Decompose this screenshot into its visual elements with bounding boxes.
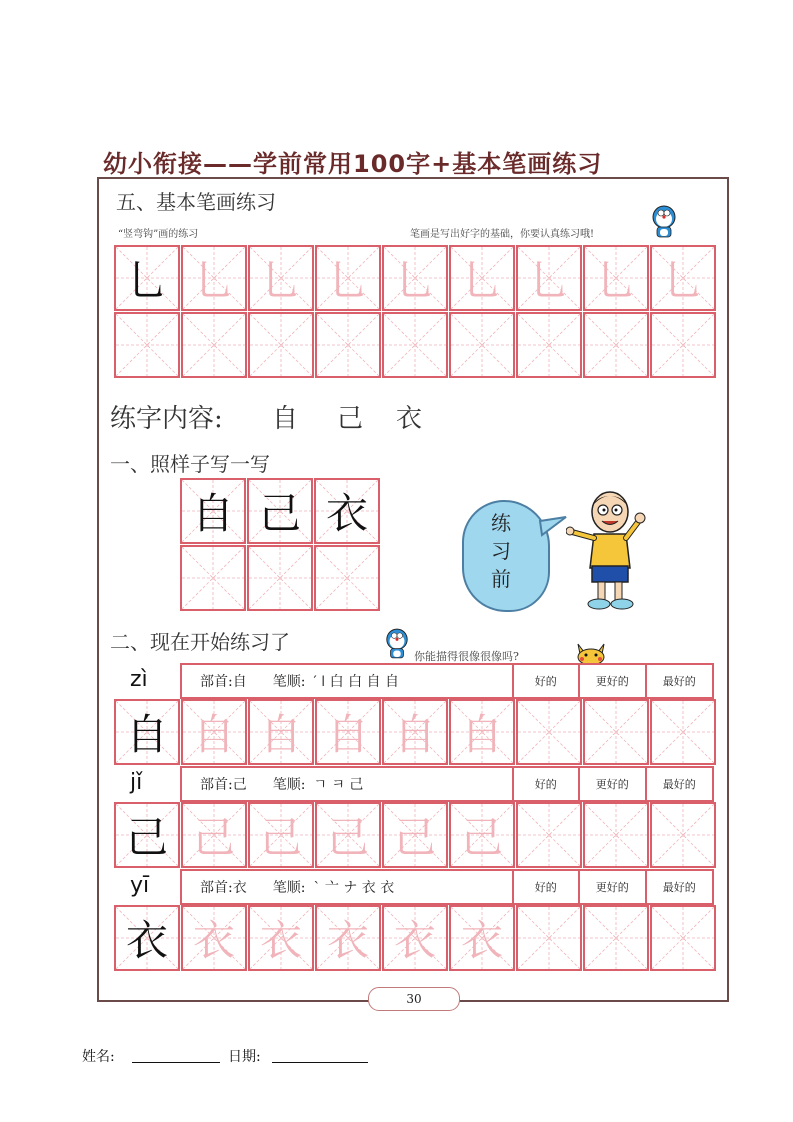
tian-grid-cell[interactable]: [382, 699, 448, 765]
tian-grid-cell[interactable]: [248, 699, 314, 765]
char-info-bar: [180, 663, 714, 699]
trace-char: 衣: [259, 916, 302, 965]
tian-grid-cell[interactable]: [382, 312, 448, 378]
doraemon-icon-2: [384, 628, 410, 660]
tian-grid-cell[interactable]: [516, 905, 582, 971]
tian-grid-cell[interactable]: [583, 699, 649, 765]
name-line[interactable]: [132, 1062, 220, 1063]
stroke-practice-row-1: [114, 245, 717, 311]
tian-grid-cell[interactable]: [314, 545, 380, 611]
trace-char: 衣: [460, 916, 503, 965]
tian-grid-cell[interactable]: [315, 312, 381, 378]
nobita-illustration-icon: [566, 488, 652, 612]
doraemon-icon: [650, 205, 678, 239]
trace-char: 自: [259, 710, 302, 759]
tian-grid-cell[interactable]: [583, 905, 649, 971]
stroke-practice-row-2: [114, 312, 717, 378]
tian-grid-cell[interactable]: [583, 802, 649, 868]
tian-grid-cell[interactable]: [382, 905, 448, 971]
char-practice-row: [114, 699, 717, 765]
trace-char: 乚: [661, 256, 704, 305]
pinyin-label: yī: [130, 873, 150, 898]
trace-char: 乚: [259, 256, 302, 305]
rating-label: 更好的: [580, 871, 646, 903]
tian-grid-cell[interactable]: [247, 478, 313, 544]
trace-char: 自: [393, 710, 436, 759]
tian-grid-cell[interactable]: [449, 699, 515, 765]
name-label: 姓名:: [82, 1049, 115, 1065]
tian-grid-cell[interactable]: [449, 312, 515, 378]
rating-label: 更好的: [580, 665, 646, 697]
tian-grid-cell[interactable]: [180, 478, 246, 544]
rating-label: 最好的: [662, 881, 696, 894]
section5-heading: 五、基本笔画练习: [116, 190, 276, 214]
tian-grid-cell[interactable]: [114, 245, 180, 311]
trace-char: 自: [460, 710, 503, 759]
trace-char: 己: [192, 813, 235, 862]
stroke-tip: 笔画是写出好字的基础，你要认真练习哦!: [410, 229, 595, 240]
radical-text: 部首:自: [200, 674, 247, 690]
tian-grid-cell[interactable]: [315, 905, 381, 971]
tian-grid-cell[interactable]: [181, 699, 247, 765]
radical-text: 部首:己: [200, 777, 247, 793]
stroke-order-sequence: ㄱ ㅋ 己: [313, 777, 364, 793]
tian-grid-cell[interactable]: [449, 802, 515, 868]
tian-grid-cell[interactable]: [650, 905, 716, 971]
stroke-name: “竖弯钩”画的练习: [118, 229, 199, 240]
char-practice-row: [114, 905, 717, 971]
stroke-order-sequence: ` 亠 ナ 衣 衣: [313, 880, 395, 896]
tian-grid-cell[interactable]: [516, 312, 582, 378]
tian-grid-cell[interactable]: [114, 802, 180, 868]
trace-char: 自: [326, 710, 369, 759]
tian-grid-cell[interactable]: [449, 245, 515, 311]
bubble-text: 练习前: [491, 511, 511, 591]
pinyin-label: zì: [130, 667, 148, 692]
tian-grid-cell[interactable]: [516, 699, 582, 765]
tian-grid-cell[interactable]: [382, 245, 448, 311]
tian-grid-cell[interactable]: [248, 802, 314, 868]
tian-grid-cell[interactable]: [248, 245, 314, 311]
trace-char: 己: [326, 813, 369, 862]
tian-grid-cell[interactable]: [180, 545, 246, 611]
tian-grid-cell[interactable]: [382, 802, 448, 868]
stroke-order-label: 笔顺:: [272, 777, 306, 793]
trace-char: 乚: [460, 256, 503, 305]
rating-label: 好的: [514, 665, 580, 697]
trace-char: 乚: [527, 256, 570, 305]
trace-char: 乚: [594, 256, 637, 305]
rating-label: 最好的: [662, 675, 696, 688]
trace-char: 衣: [192, 916, 235, 965]
tian-grid-cell[interactable]: [315, 699, 381, 765]
sample-char: 自: [125, 710, 168, 759]
trace-char: 自: [192, 710, 235, 759]
char-info: [182, 768, 514, 800]
trace-char: 乚: [192, 256, 235, 305]
bubble-tail-icon: [538, 515, 568, 539]
tian-grid-cell[interactable]: [650, 312, 716, 378]
sample-char: 己: [125, 813, 168, 862]
trace-char: 衣: [326, 916, 369, 965]
char-info: [182, 665, 514, 697]
tian-grid-cell[interactable]: [181, 802, 247, 868]
char-info-bar: [180, 766, 714, 802]
rating-label: 更好的: [580, 768, 646, 800]
date-line[interactable]: [272, 1062, 368, 1063]
tian-grid-cell[interactable]: [181, 245, 247, 311]
trace-char: 衣: [393, 916, 436, 965]
tian-grid-cell[interactable]: [247, 545, 313, 611]
tian-grid-cell[interactable]: [114, 312, 180, 378]
tian-grid-cell[interactable]: [583, 245, 649, 311]
stroke-order-label: 笔顺:: [272, 674, 306, 690]
sample-char: 己: [258, 489, 301, 538]
tian-grid-cell[interactable]: [248, 905, 314, 971]
tian-grid-cell[interactable]: [583, 312, 649, 378]
tian-grid-cell[interactable]: [650, 699, 716, 765]
sample-char: 衣: [125, 916, 168, 965]
sample-char: 衣: [325, 489, 368, 538]
trace-char: 乚: [393, 256, 436, 305]
tian-grid-cell[interactable]: [248, 312, 314, 378]
stroke-order-sequence: ′ ǀ 白 白 自 自: [313, 674, 399, 690]
tian-grid-cell[interactable]: [650, 245, 716, 311]
pinyin-label: jǐ: [130, 770, 143, 795]
tian-grid-cell[interactable]: [314, 478, 380, 544]
page-number: 30: [368, 987, 460, 1011]
char-info: [182, 871, 514, 903]
rating-label: 好的: [514, 768, 580, 800]
sample-char: 自: [191, 489, 234, 538]
tian-grid-cell[interactable]: [650, 802, 716, 868]
trace-char: 己: [460, 813, 503, 862]
tian-grid-cell[interactable]: [181, 905, 247, 971]
tian-grid-cell[interactable]: [516, 245, 582, 311]
stroke-order-label: 笔顺:: [272, 880, 306, 896]
char-info-bar: [180, 869, 714, 905]
practice-content-label: 练字内容:: [110, 404, 223, 434]
practice-char-1: 自: [272, 404, 299, 434]
trace-char: 己: [393, 813, 436, 862]
trace-char: 乚: [326, 256, 369, 305]
sample-row-2: [180, 545, 381, 611]
tian-grid-cell[interactable]: [315, 802, 381, 868]
section2-heading: 二、现在开始练习了: [110, 630, 290, 654]
char-practice-row: [114, 802, 717, 868]
tian-grid-cell[interactable]: [516, 802, 582, 868]
date-label: 日期:: [228, 1049, 261, 1065]
sample-row-1: [180, 478, 381, 544]
practice-char-3: 衣: [396, 404, 423, 434]
tian-grid-cell[interactable]: [315, 245, 381, 311]
page-title: 幼小衔接——学前常用100字+基本笔画练习: [103, 150, 603, 178]
radical-text: 部首:衣: [200, 880, 247, 896]
sample-char: 乚: [125, 256, 168, 305]
section1-heading: 一、照样子写一写: [110, 452, 270, 476]
tian-grid-cell[interactable]: [449, 905, 515, 971]
tian-grid-cell[interactable]: [114, 905, 180, 971]
trace-char: 己: [259, 813, 302, 862]
rating-label: 好的: [514, 871, 580, 903]
trace-question: 你能描得很像很像吗?: [414, 650, 519, 663]
tian-grid-cell[interactable]: [181, 312, 247, 378]
practice-char-2: 己: [337, 404, 364, 434]
rating-label: 最好的: [662, 778, 696, 791]
tian-grid-cell[interactable]: [114, 699, 180, 765]
